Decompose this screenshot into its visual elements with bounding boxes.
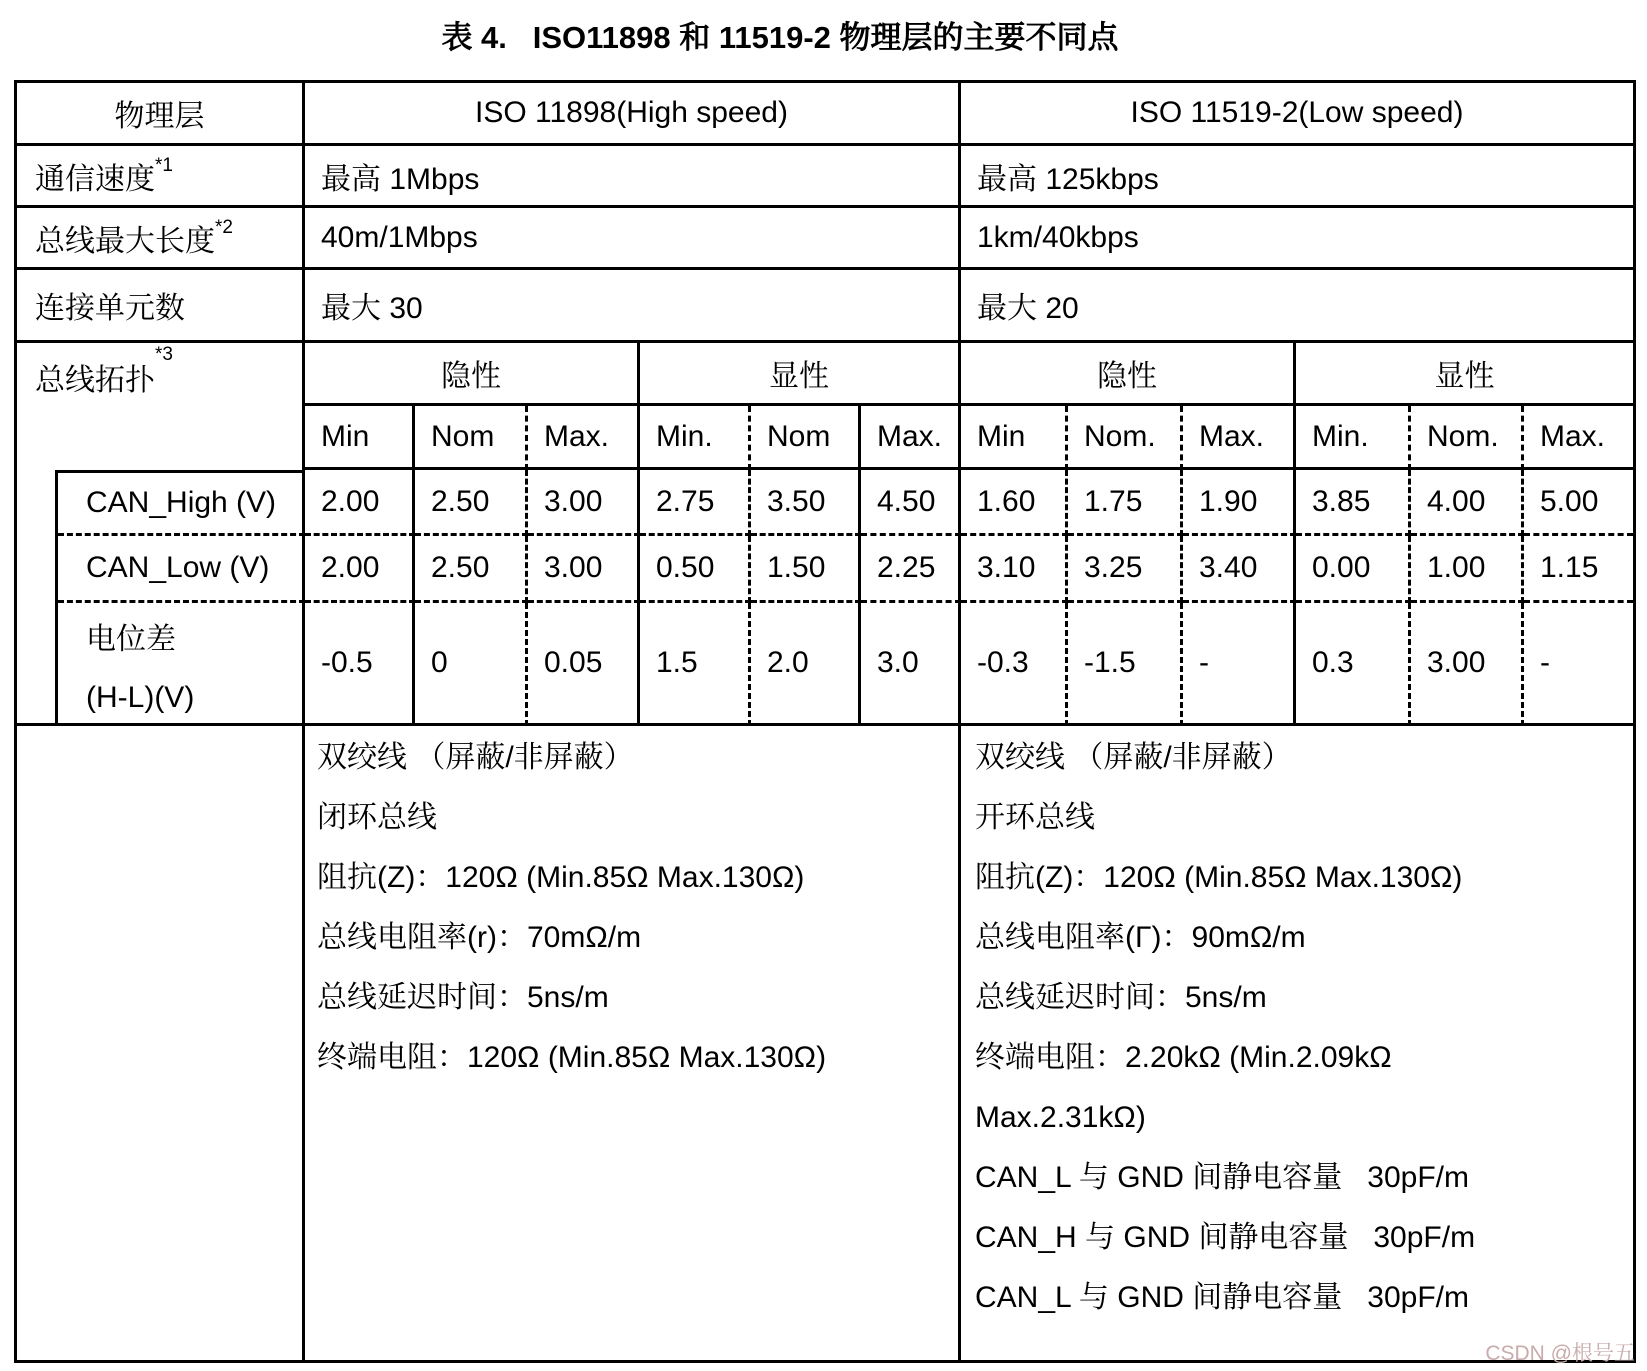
value-cell: 3.85 — [1296, 470, 1411, 536]
value-cell: 3.00 — [1411, 603, 1524, 726]
value-cell: - — [1183, 603, 1296, 726]
spec-line: 总线延迟时间：5ns/m — [317, 981, 609, 1014]
header-iso11519: ISO 11519-2(Low speed) — [961, 83, 1633, 146]
row-label-unit-count — [17, 270, 305, 343]
spec-line: 双绞线 （屏蔽/非屏蔽） — [975, 741, 1292, 774]
subheader-cell: Max. — [528, 406, 640, 470]
value-cell: 1.60 — [961, 470, 1068, 536]
spec-line: CAN_L 与 GND 间静电容量 30pF/m — [975, 1161, 1469, 1194]
watermark: CSDN @根号五 — [1485, 1342, 1635, 1365]
value-cell: 3.10 — [961, 536, 1068, 603]
cell-bus-length-iso11519: 1km/40kbps — [961, 208, 1633, 270]
row-label-can-high: CAN_High (V) — [58, 470, 305, 536]
spec-line: CAN_L 与 GND 间静电容量 30pF/m — [975, 1281, 1469, 1314]
row-label-bus-topology — [17, 343, 305, 470]
row-label-line1: 电位差 — [86, 623, 176, 656]
spec-line: CAN_H 与 GND 间静电容量 30pF/m — [975, 1221, 1476, 1254]
spec-line: 总线电阻率(r)：70mΩ/m — [317, 921, 642, 954]
cell-comm-speed-iso11898: 最高 1Mbps — [305, 146, 961, 208]
bottom-empty-label — [17, 726, 305, 1360]
spec-line: 终端电阻：120Ω (Min.85Ω Max.130Ω) — [317, 1041, 827, 1074]
spec-line: Max.2.31kΩ) — [975, 1101, 1146, 1134]
value-cell: 0 — [415, 603, 528, 726]
spec-line: 开环总线 — [975, 801, 1095, 834]
value-cell: 2.00 — [305, 470, 415, 536]
subheader-cell: Max. — [1524, 406, 1633, 470]
subheader-cell: Min — [305, 406, 415, 470]
subheader-cell: Nom — [415, 406, 528, 470]
value-cell: 0.50 — [640, 536, 751, 603]
subheader-cell: Max. — [1183, 406, 1296, 470]
value-cell: 0.00 — [1296, 536, 1411, 603]
value-cell: 2.75 — [640, 470, 751, 536]
value-cell: 0.3 — [1296, 603, 1411, 726]
footnote-marker: *2 — [215, 217, 233, 238]
subheader-cell: Nom — [751, 406, 861, 470]
value-cell: -0.5 — [305, 603, 415, 726]
value-cell: 2.50 — [415, 536, 528, 603]
spec-line: 阻抗(Z)：120Ω (Min.85Ω Max.130Ω) — [317, 861, 805, 894]
group-header-dominant-iso11519: 显性 — [1296, 343, 1633, 406]
left-strip — [17, 470, 58, 726]
value-cell: 4.50 — [861, 470, 961, 536]
value-cell: 3.00 — [528, 470, 640, 536]
row-label-text: 通信速度 — [35, 162, 155, 196]
value-cell: 1.15 — [1524, 536, 1633, 603]
group-header-recessive-iso11898: 隐性 — [305, 343, 640, 406]
value-cell: - — [1524, 603, 1633, 726]
subheader-cell: Min. — [1296, 406, 1411, 470]
comparison-table — [14, 80, 1636, 1363]
value-cell: 2.00 — [305, 536, 415, 603]
subheader-cell: Min — [961, 406, 1068, 470]
spec-line: 总线延迟时间：5ns/m — [975, 981, 1267, 1014]
row-label-text: 连接单元数 — [35, 292, 185, 325]
value-cell: 3.50 — [751, 470, 861, 536]
cell-comm-speed-iso11519: 最高 125kbps — [961, 146, 1633, 208]
cell-unit-count-iso11898: 最大 30 — [305, 270, 961, 343]
spec-line: 阻抗(Z)：120Ω (Min.85Ω Max.130Ω) — [975, 861, 1463, 894]
spec-line: 总线电阻率(Γ)：90mΩ/m — [975, 921, 1306, 954]
table-caption: 表 4. ISO11898 和 11519-2 物理层的主要不同点 — [441, 20, 1119, 55]
value-cell: 2.50 — [415, 470, 528, 536]
value-cell: 0.05 — [528, 603, 640, 726]
value-cell: -1.5 — [1068, 603, 1183, 726]
spec-line: 终端电阻：2.20kΩ (Min.2.09kΩ — [975, 1041, 1392, 1074]
value-cell: 5.00 — [1524, 470, 1633, 536]
value-cell: 2.25 — [861, 536, 961, 603]
footnote-marker: *3 — [155, 344, 173, 365]
value-cell: 2.0 — [751, 603, 861, 726]
value-cell: 1.75 — [1068, 470, 1183, 536]
value-cell: 1.5 — [640, 603, 751, 726]
cell-bus-length-iso11898: 40m/1Mbps — [305, 208, 961, 270]
group-header-dominant-iso11898: 显性 — [640, 343, 961, 406]
value-cell: 3.00 — [528, 536, 640, 603]
value-cell: 1.00 — [1411, 536, 1524, 603]
row-label-can-low: CAN_Low (V) — [58, 536, 305, 603]
header-physical-layer: 物理层 — [17, 83, 305, 146]
header-iso11898: ISO 11898(High speed) — [305, 83, 961, 146]
subheader-cell: Nom. — [1068, 406, 1183, 470]
spec-line: 双绞线 （屏蔽/非屏蔽） — [317, 741, 634, 774]
value-cell: -0.3 — [961, 603, 1068, 726]
subheader-cell: Max. — [861, 406, 961, 470]
row-label-comm-speed — [17, 146, 305, 208]
row-label-potential-diff — [58, 603, 305, 726]
footnote-marker: *1 — [155, 155, 173, 176]
value-cell: 3.25 — [1068, 536, 1183, 603]
value-cell: 1.90 — [1183, 470, 1296, 536]
value-cell: 1.50 — [751, 536, 861, 603]
row-label-line2: (H-L)(V) — [86, 681, 195, 714]
row-label-text: 总线拓扑 — [35, 364, 155, 397]
cell-unit-count-iso11519: 最大 20 — [961, 270, 1633, 343]
row-label-text: 总线最大长度 — [35, 224, 215, 258]
group-header-recessive-iso11519: 隐性 — [961, 343, 1296, 406]
subheader-cell: Min. — [640, 406, 751, 470]
specs-iso11519 — [961, 726, 1633, 1360]
row-label-bus-length — [17, 208, 305, 270]
value-cell: 4.00 — [1411, 470, 1524, 536]
value-cell: 3.40 — [1183, 536, 1296, 603]
specs-iso11898 — [305, 726, 961, 1360]
subheader-cell: Nom. — [1411, 406, 1524, 470]
spec-line: 闭环总线 — [317, 801, 437, 834]
value-cell: 3.0 — [861, 603, 961, 726]
